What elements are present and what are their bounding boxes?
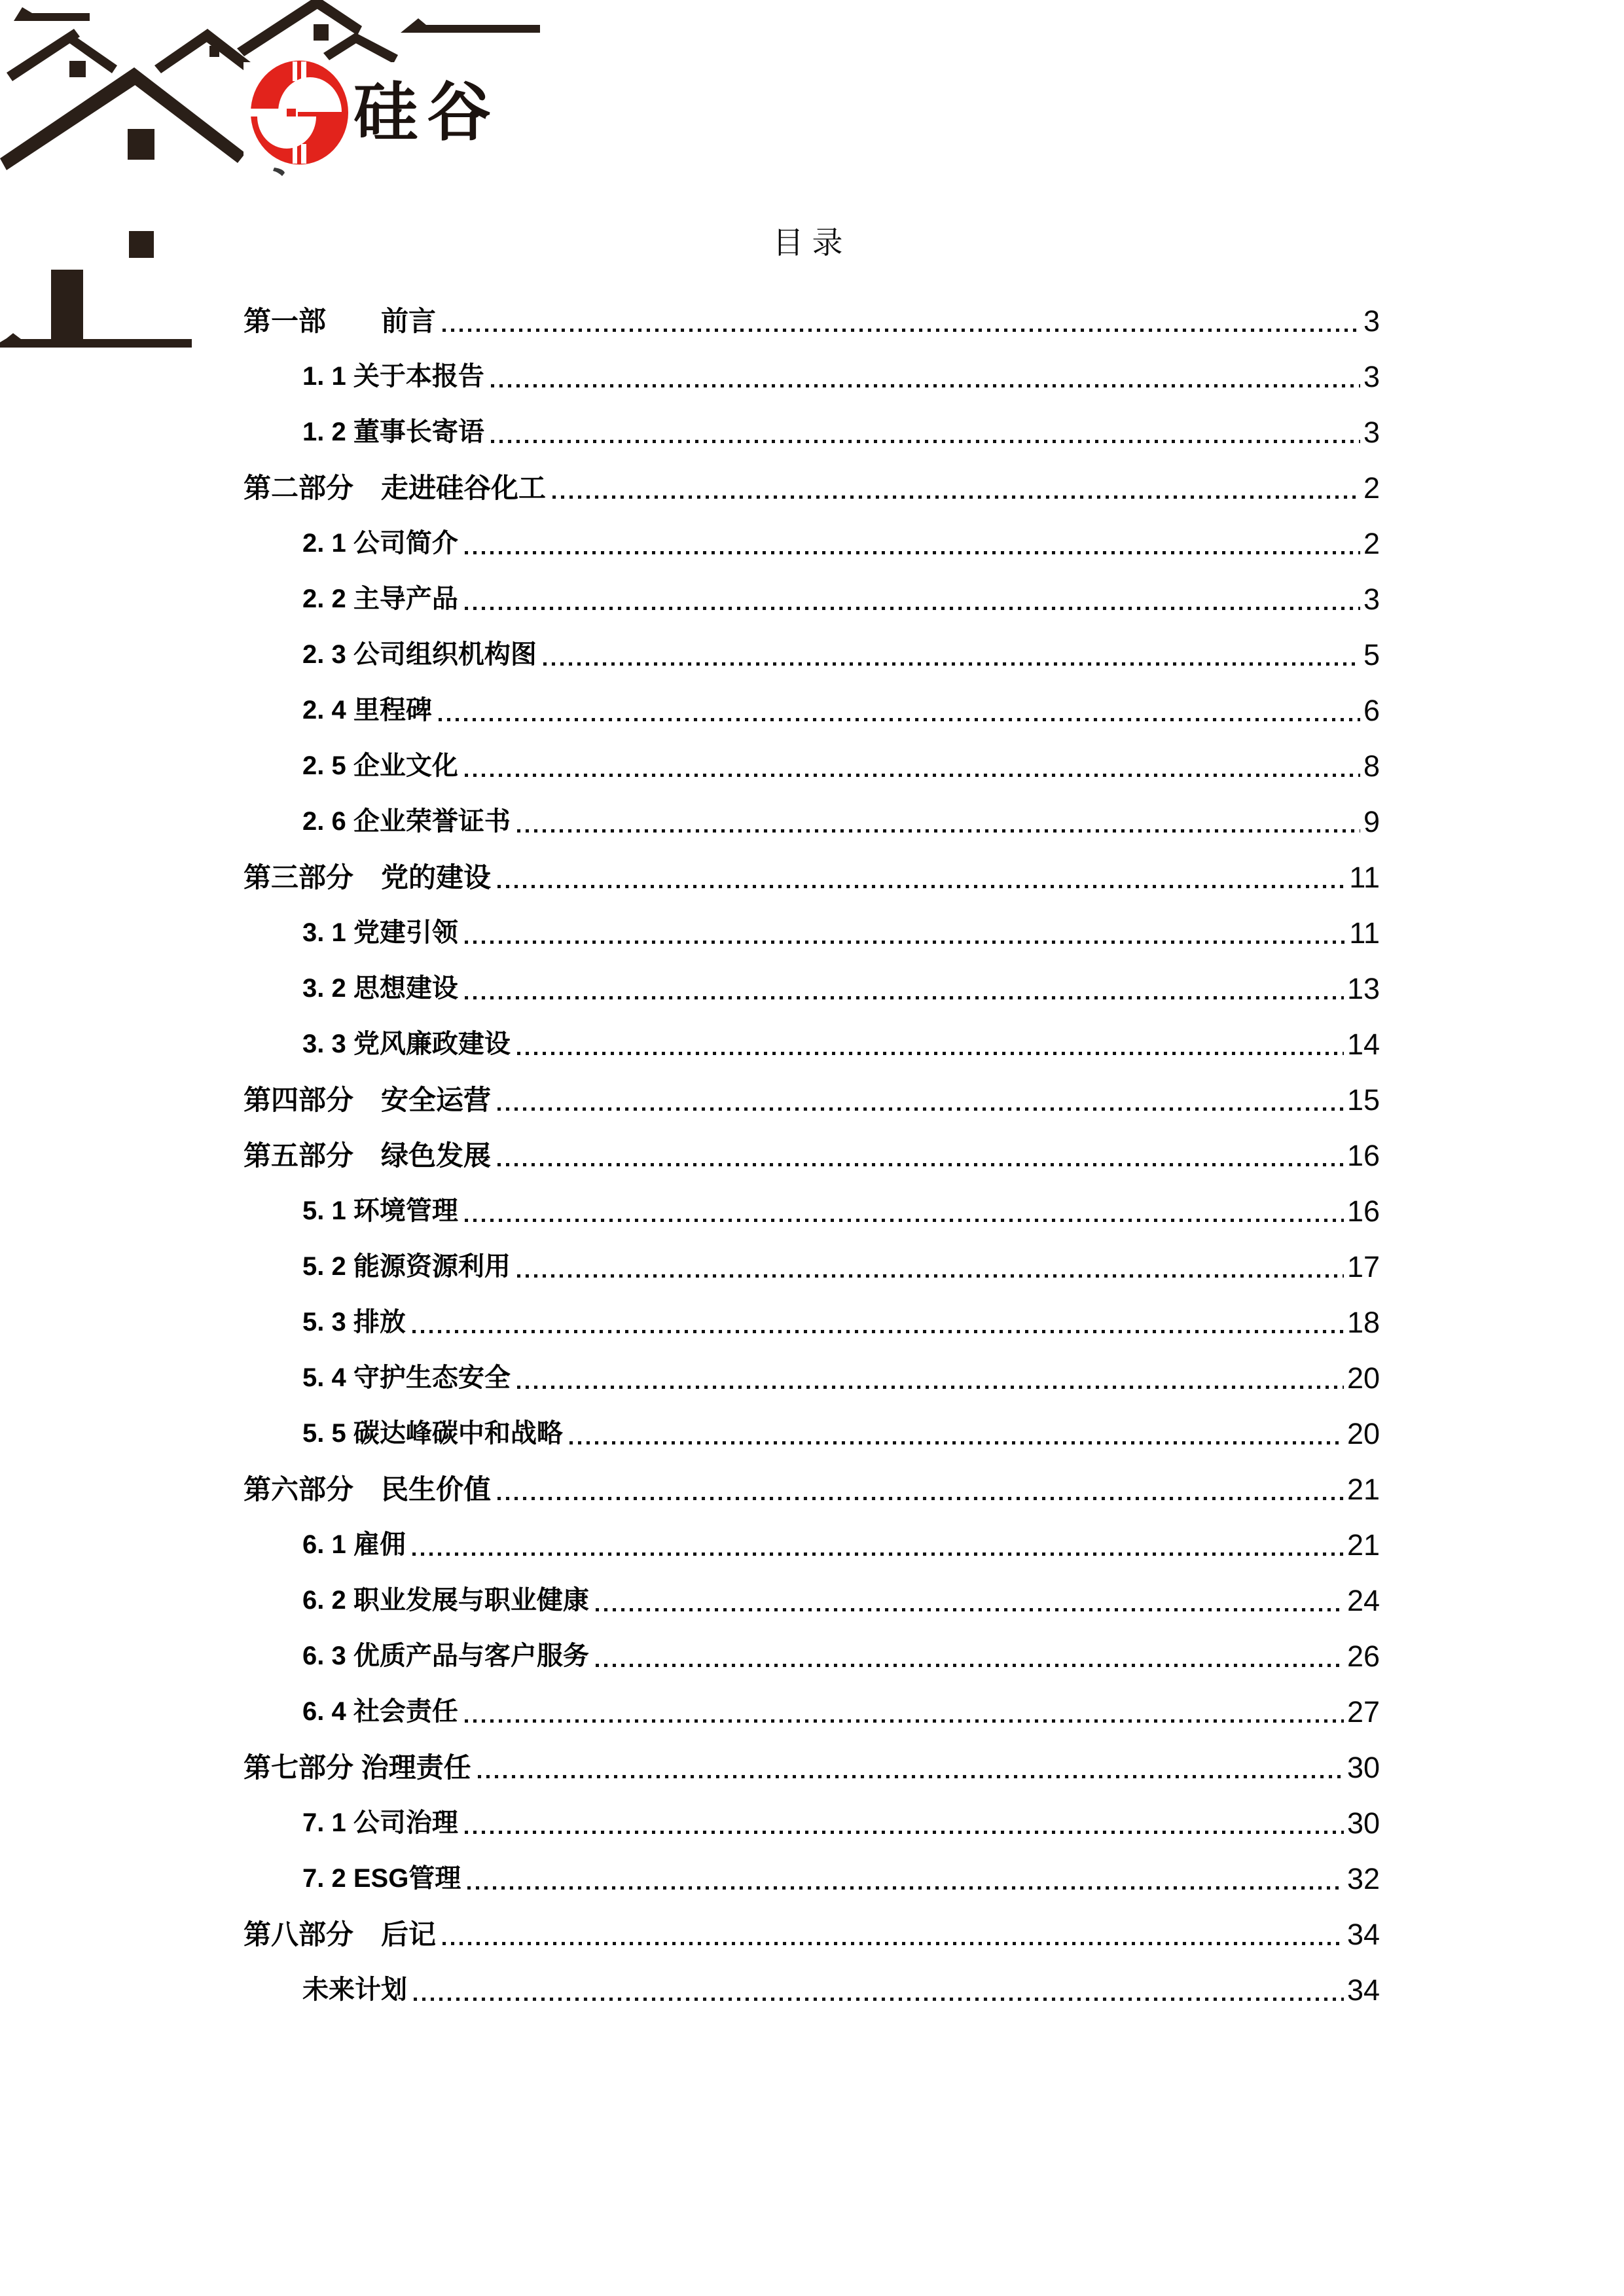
toc-entry[interactable] (0, 905, 1380, 961)
page-title: 目录 (772, 226, 852, 260)
toc-entry-page: 27 (1346, 1695, 1380, 1729)
toc-entry-page: 3 (1363, 416, 1380, 449)
toc-entry-text: 第八部分 后记 (244, 1919, 437, 1950)
toc-dotted-leader (596, 1573, 1344, 1628)
toc-entry-page: 16 (1346, 1139, 1380, 1172)
toc-dotted-leader (497, 1072, 1344, 1128)
toc-dotted-leader (465, 1684, 1344, 1740)
toc-dotted-leader (412, 1295, 1344, 1350)
toc-entry[interactable] (0, 516, 1380, 571)
toc-dotted-leader (439, 683, 1360, 738)
toc-entry-page: 24 (1346, 1584, 1380, 1617)
toc-entry[interactable] (0, 1684, 1380, 1740)
toc-entry-page: 2 (1363, 471, 1380, 505)
toc-dotted-leader (569, 1406, 1344, 1462)
toc-dotted-leader (467, 1851, 1344, 1907)
toc-dotted-leader (442, 1907, 1344, 1962)
toc-entry-page: 30 (1346, 1751, 1380, 1784)
toc-entry[interactable] (0, 293, 1380, 349)
toc-entry-text: 3. 3 党风廉政建设 (302, 1030, 511, 1058)
toc-entry-page: 11 (1349, 916, 1380, 950)
toc-entry[interactable] (0, 1462, 1380, 1517)
toc-dotted-leader (465, 738, 1360, 794)
toc-entry[interactable] (0, 460, 1380, 516)
toc-entry-page: 34 (1346, 1918, 1380, 1951)
toc-entry[interactable] (0, 1907, 1380, 1962)
toc-dotted-leader (491, 349, 1360, 404)
toc-dotted-leader (478, 1740, 1344, 1795)
toc-entry-page: 11 (1349, 861, 1380, 894)
toc-entry-page: 6 (1363, 694, 1380, 727)
toc-entry-text: 6. 2 职业发展与职业健康 (302, 1586, 589, 1615)
toc-entry-text: 第四部分 安全运营 (244, 1085, 492, 1115)
toc-entry-text: 2. 4 里程碑 (302, 696, 432, 725)
toc-entry-page: 16 (1346, 1194, 1380, 1228)
toc-entry[interactable] (0, 349, 1380, 404)
toc-entry-text: 6. 3 优质产品与客户服务 (302, 1641, 589, 1670)
toc-entry-text: 2. 1 公司简介 (302, 529, 458, 558)
brand-text: 硅谷 (353, 76, 501, 148)
toc-list (0, 293, 1624, 2018)
toc-entry-text: 7. 2 ESG管理 (302, 1864, 461, 1893)
toc-entry[interactable] (0, 850, 1380, 905)
toc-entry-page: 14 (1346, 1028, 1380, 1061)
toc-entry-text: 第七部分 治理责任 (244, 1752, 471, 1783)
s-circle-emblem (251, 61, 348, 165)
toc-entry-page: 21 (1346, 1473, 1380, 1506)
toc-entry[interactable] (0, 1295, 1380, 1350)
toc-entry-text: 1. 2 董事长寄语 (302, 418, 484, 446)
toc-entry-text: 5. 3 排放 (302, 1308, 406, 1336)
toc-dotted-leader (465, 1183, 1344, 1239)
toc-entry-text: 第三部分 党的建设 (244, 862, 492, 893)
toc-entry[interactable] (0, 1517, 1380, 1573)
toc-dotted-leader (465, 516, 1360, 571)
toc-entry-text: 5. 1 环境管理 (302, 1196, 458, 1225)
toc-entry[interactable] (0, 1239, 1380, 1295)
toc-entry-text: 3. 2 思想建设 (302, 974, 458, 1003)
toc-entry-page: 15 (1346, 1083, 1380, 1117)
toc-dotted-leader (543, 627, 1360, 683)
toc-entry[interactable] (0, 1962, 1380, 2018)
toc-entry[interactable] (0, 1072, 1380, 1128)
toc-entry-text: 第六部分 民生价值 (244, 1474, 492, 1505)
toc-entry-text: 5. 4 守护生态安全 (302, 1363, 511, 1392)
toc-entry-text: 5. 2 能源资源利用 (302, 1252, 511, 1281)
toc-dotted-leader (517, 794, 1360, 850)
toc-entry-page: 18 (1346, 1306, 1380, 1339)
toc-entry[interactable] (0, 1740, 1380, 1795)
toc-entry-page: 30 (1346, 1806, 1380, 1840)
toc-entry[interactable] (0, 1016, 1380, 1072)
toc-entry-page: 20 (1346, 1361, 1380, 1395)
toc-entry-page: 21 (1346, 1528, 1380, 1562)
toc-entry-text: 7. 1 公司治理 (302, 1808, 458, 1837)
toc-dotted-leader (465, 1795, 1344, 1851)
toc-entry[interactable] (0, 1350, 1380, 1406)
toc-entry-page: 2 (1363, 527, 1380, 560)
toc-entry-page: 26 (1346, 1640, 1380, 1673)
toc-dotted-leader (497, 1462, 1344, 1517)
toc-dotted-leader (517, 1239, 1344, 1295)
toc-entry[interactable] (0, 794, 1380, 850)
toc-entry-page: 34 (1346, 1973, 1380, 2007)
toc-entry-text: 第五部分 绿色发展 (244, 1140, 492, 1171)
toc-entry-text: 第二部分 走进硅谷化工 (244, 473, 547, 503)
toc-entry[interactable] (0, 1628, 1380, 1684)
toc-entry[interactable] (0, 571, 1380, 627)
toc-entry-page: 3 (1363, 304, 1380, 338)
toc-entry-page: 20 (1346, 1417, 1380, 1450)
toc-dotted-leader (414, 1962, 1344, 2018)
toc-dotted-leader (552, 460, 1360, 516)
toc-entry[interactable] (0, 683, 1380, 738)
toc-entry-page: 5 (1363, 638, 1380, 672)
toc-entry-text: 2. 3 公司组织机构图 (302, 640, 537, 669)
toc-dotted-leader (465, 905, 1346, 961)
toc-entry[interactable] (0, 1406, 1380, 1462)
toc-dotted-leader (465, 961, 1344, 1016)
toc-entry[interactable] (0, 404, 1380, 460)
toc-dotted-leader (497, 850, 1346, 905)
toc-entry[interactable] (0, 627, 1380, 683)
toc-entry-page: 13 (1346, 972, 1380, 1005)
toc-entry-text: 6. 4 社会责任 (302, 1697, 458, 1726)
toc-entry-text: 2. 2 主导产品 (302, 584, 458, 613)
toc-entry-text: 第一部 前言 (244, 306, 437, 336)
toc-entry-page: 8 (1363, 749, 1380, 783)
toc-entry-page: 32 (1346, 1862, 1380, 1895)
toc-entry-page: 9 (1363, 805, 1380, 838)
toc-entry[interactable] (0, 1851, 1380, 1907)
toc-entry-text: 2. 6 企业荣誉证书 (302, 807, 511, 836)
toc-dotted-leader (491, 404, 1360, 460)
toc-entry[interactable] (0, 961, 1380, 1016)
toc-entry-page: 17 (1346, 1250, 1380, 1283)
toc-dotted-leader (596, 1628, 1344, 1684)
toc-dotted-leader (412, 1517, 1344, 1573)
toc-entry[interactable] (0, 1795, 1380, 1851)
toc-entry[interactable] (0, 1183, 1380, 1239)
toc-dotted-leader (517, 1016, 1344, 1072)
toc-entry-text: 5. 5 碳达峰碳中和战略 (302, 1419, 563, 1448)
toc-entry-page: 3 (1363, 360, 1380, 393)
toc-dotted-leader (442, 293, 1360, 349)
toc-dotted-leader (465, 571, 1360, 627)
toc-dotted-leader (517, 1350, 1344, 1406)
toc-entry-text: 未来计划 (302, 1975, 407, 2004)
toc-entry[interactable] (0, 1128, 1380, 1183)
toc-dotted-leader (497, 1128, 1344, 1183)
toc-entry-text: 1. 1 关于本报告 (302, 362, 484, 391)
toc-entry-text: 3. 1 党建引领 (302, 918, 458, 947)
toc-entry-page: 3 (1363, 583, 1380, 616)
toc-entry[interactable] (0, 1573, 1380, 1628)
toc-entry-text: 2. 5 企业文化 (302, 751, 458, 780)
toc-entry-text: 6. 1 雇佣 (302, 1530, 406, 1559)
toc-entry[interactable] (0, 738, 1380, 794)
